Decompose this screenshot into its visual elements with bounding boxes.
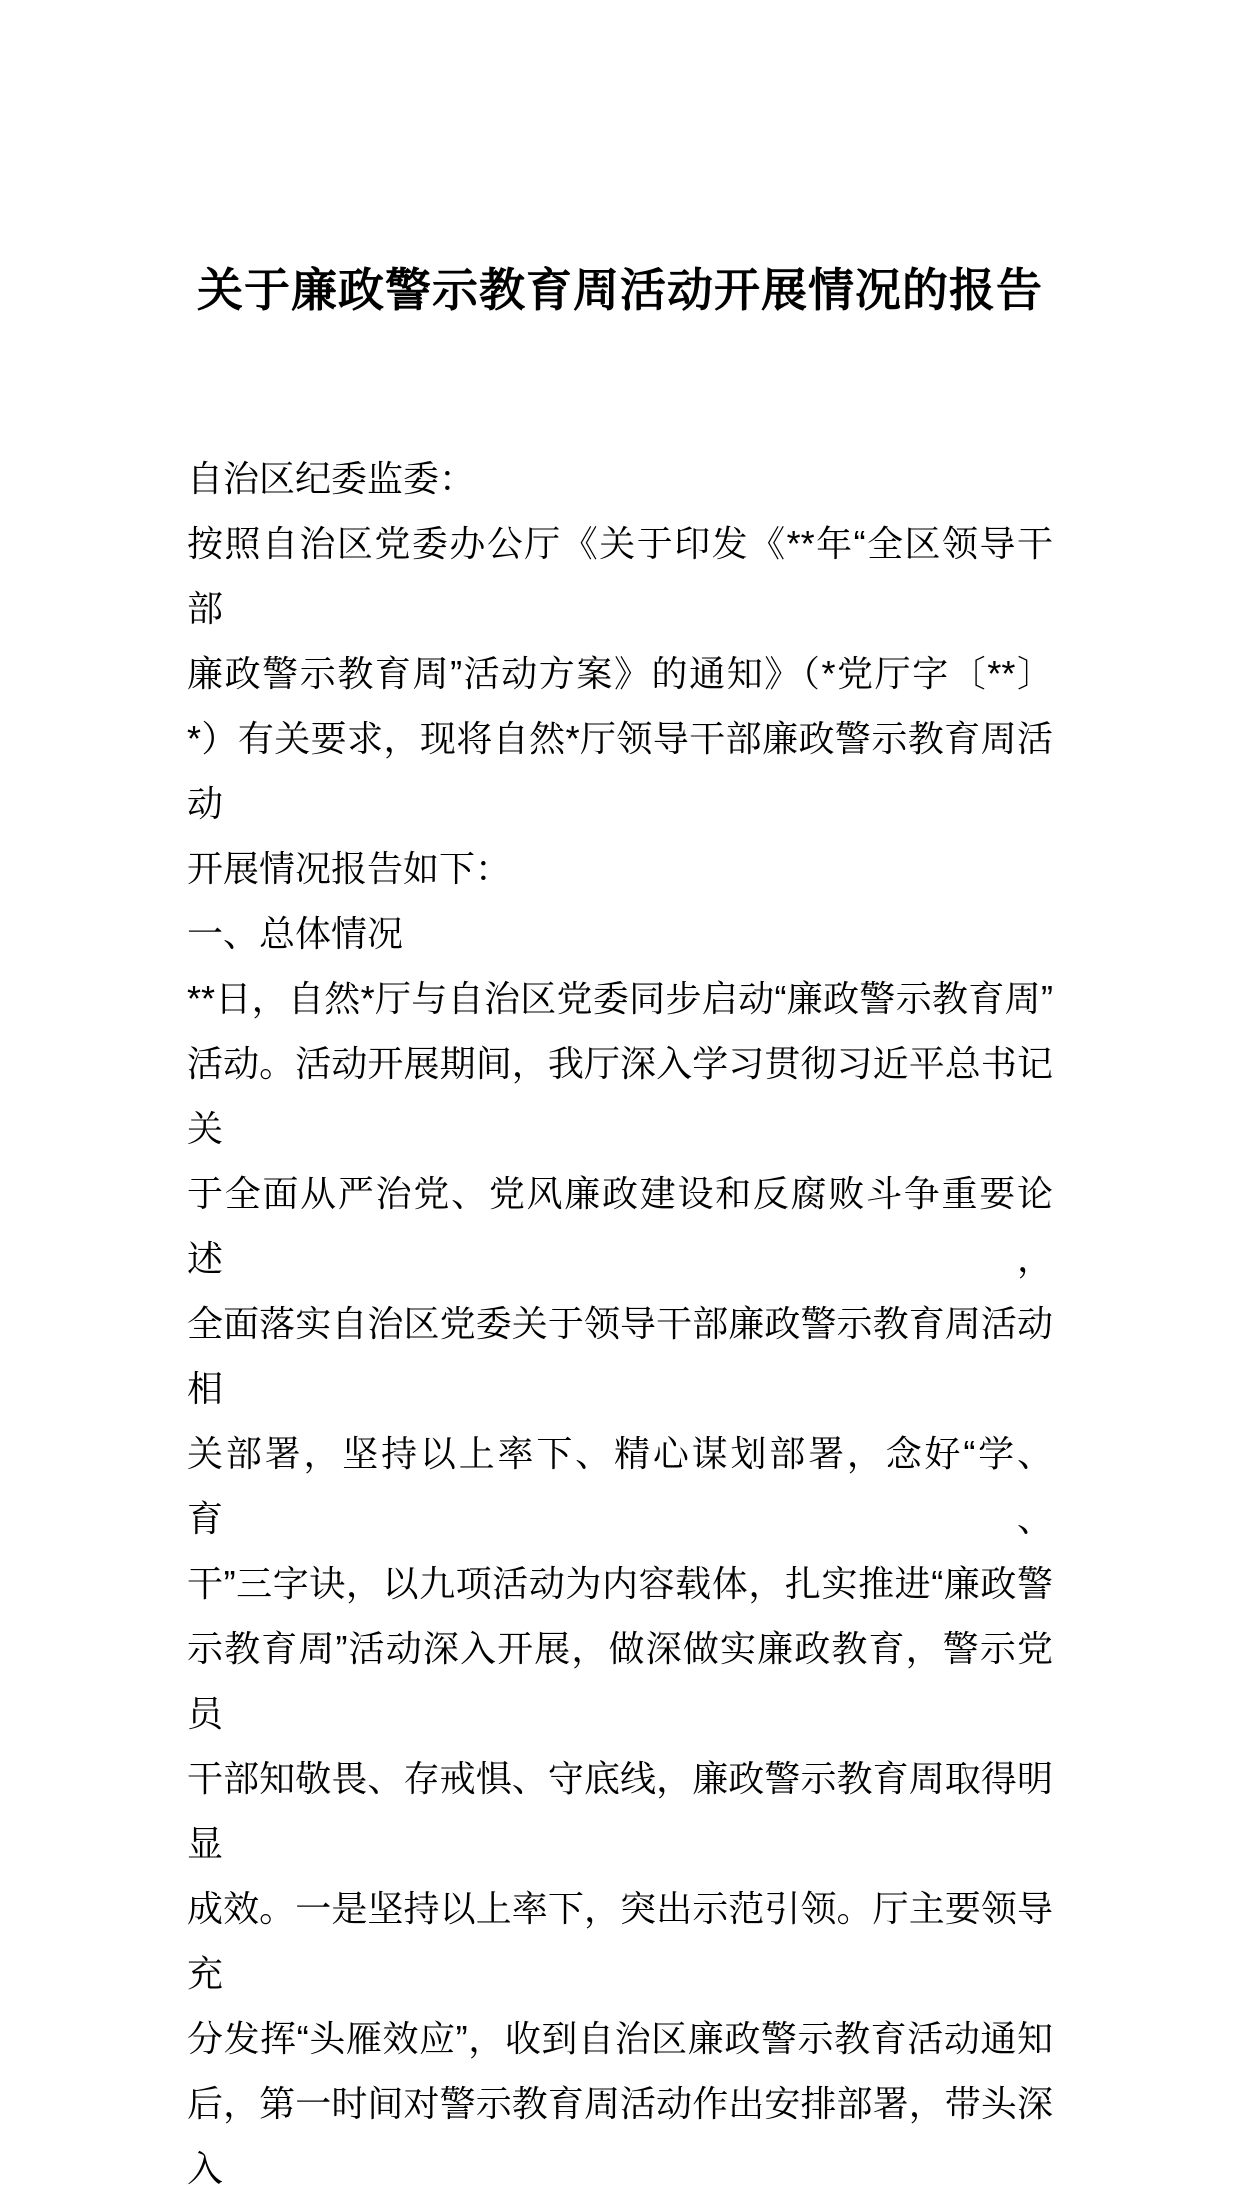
- body-line: 干”三字诀，以九项活动为内容载体，扎实推进“廉政警: [187, 1563, 1053, 1604]
- body-line: **日，自然*厅与自治区党委同步启动“廉政警示教育周”: [187, 978, 1053, 1019]
- body-line: 示教育周”活动深入开展，做深做实廉政教育，警示党员: [187, 1628, 1053, 1734]
- body-line: 廉政警示教育周”活动方案》的通知》（*党厅字〔**〕: [187, 653, 1053, 694]
- body-line: 关部署，坚持以上率下、精心谋划部署，念好“学、育、: [187, 1433, 1053, 1539]
- body-line: *）有关要求，现将自然*厅领导干部廉政警示教育周活动: [187, 718, 1053, 824]
- section-heading: 一、总体情况: [187, 913, 404, 954]
- salutation-line: 自治区纪委监委：: [187, 458, 476, 499]
- document-body: [187, 446, 1053, 2201]
- body-line: 按照自治区党委办公厅《关于印发《**年“全区领导干部: [187, 523, 1053, 629]
- body-line: 分发挥“头雁效应”，收到自治区廉政警示教育活动通知: [187, 2018, 1053, 2059]
- body-line: 开展情况报告如下：: [187, 848, 512, 889]
- body-line: 成效。一是坚持以上率下，突出示范引领。厅主要领导充: [187, 1888, 1053, 1994]
- body-line: 于全面从严治党、党风廉政建设和反腐败斗争重要论述，: [187, 1173, 1053, 1279]
- body-line: 后，第一时间对警示教育周活动作出安排部署，带头深入: [187, 2083, 1053, 2189]
- body-line: 活动。活动开展期间，我厅深入学习贯彻习近平总书记关: [187, 1043, 1053, 1149]
- body-line: 全面落实自治区党委关于领导干部廉政警示教育周活动相: [187, 1303, 1053, 1409]
- body-line: 干部知敬畏、存戒惧、守底线，廉政警示教育周取得明显: [187, 1758, 1053, 1864]
- document-title: 关于廉政警示教育周活动开展情况的报告: [197, 264, 1043, 316]
